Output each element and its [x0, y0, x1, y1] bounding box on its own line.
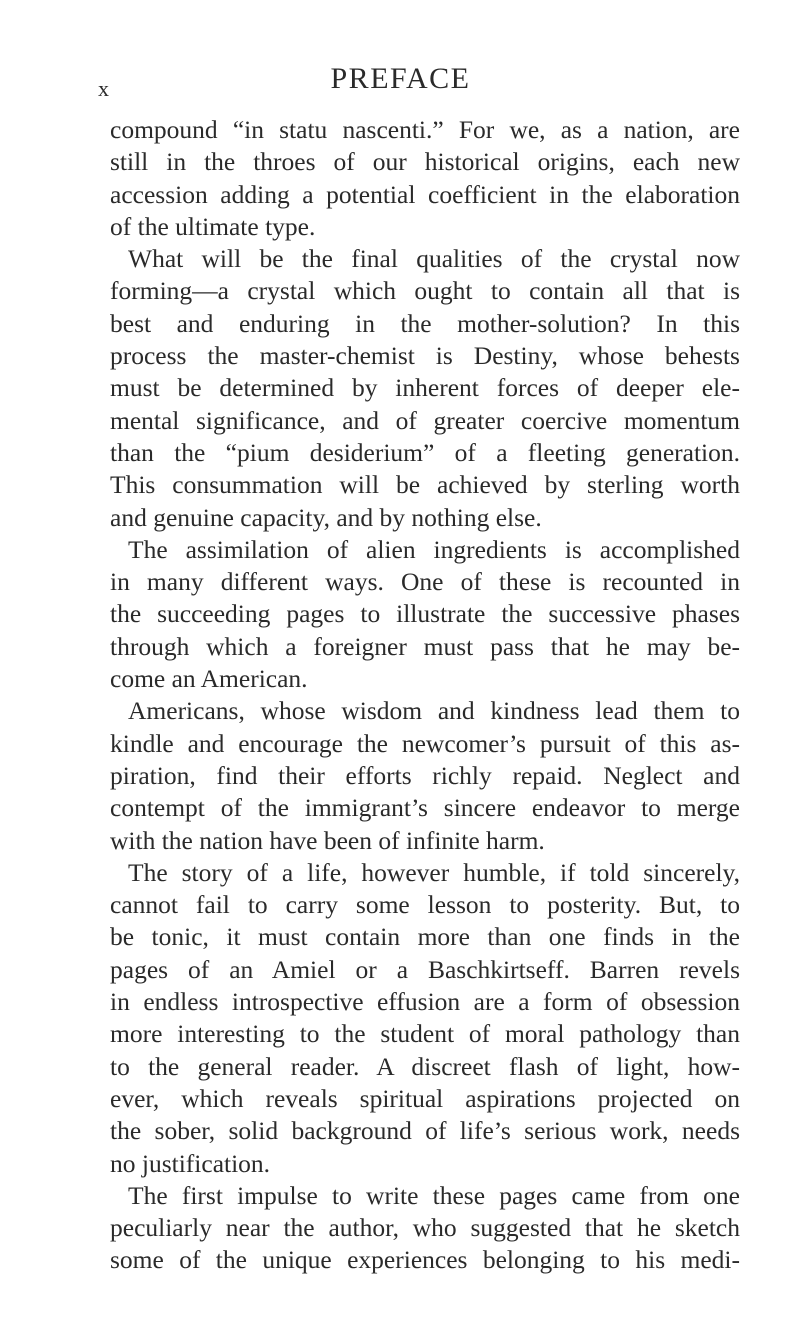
text-line: of the ultimate type.: [110, 211, 316, 241]
running-title: PREFACE: [330, 62, 471, 95]
text-line: still in the throes of our historical origins, each new: [110, 147, 740, 177]
body-text: [110, 114, 740, 1277]
text-line: The assimilation of alien ingredients is accomplished: [128, 534, 740, 564]
text-line: The first impulse to write these pages came from one: [128, 1180, 740, 1210]
text-line: must be determined by inherent forces of deeper ele-: [110, 373, 740, 403]
text-line: kindle and encourage the newcomer’s pursuit of this as-: [110, 728, 740, 758]
text-line: Americans, whose wisdom and kindness lead them to: [128, 696, 740, 726]
text-line: This consummation will be achieved by sterling worth: [110, 470, 740, 500]
text-line: some of the unique experiences belonging to his medi-: [110, 1245, 740, 1275]
text-line: contempt of the immigrant’s sincere endeavor to merge: [110, 793, 740, 823]
text-line: What will be the final qualities of the crystal now: [128, 244, 740, 274]
text-line: forming—a crystal which ought to contain all that is: [110, 276, 740, 306]
text-line: the succeeding pages to illustrate the successive phases: [110, 599, 740, 629]
text-line: compound “in statu nascenti.” For we, as a nation, are: [110, 115, 740, 144]
text-line: more interesting to the student of moral pathology than: [110, 1019, 740, 1049]
text-line: The story of a life, however humble, if told sincerely,: [128, 857, 740, 887]
text-line: come an American.: [110, 664, 308, 694]
text-line: than the “pium desiderium” of a fleeting generation.: [110, 437, 740, 467]
text-line: process the master-chemist is Destiny, whose behests: [110, 341, 740, 371]
text-line: in endless introspective effusion are a form of obsession: [110, 987, 740, 1017]
text-line: the sober, solid background of life’s serious work, needs: [110, 1116, 740, 1146]
text-line: no justification.: [110, 1148, 271, 1178]
text-line: pages of an Amiel or a Baschkirtseff. Barren revels: [110, 954, 740, 984]
running-head: [0, 62, 801, 102]
text-line: in many different ways. One of these is recounted in: [110, 567, 740, 597]
text-line: to the general reader. A discreet flash of light, how-: [110, 1051, 740, 1081]
text-line: be tonic, it must contain more than one finds in the: [110, 922, 740, 952]
text-line: cannot fail to carry some lesson to posterity. But, to: [110, 890, 740, 920]
text-line: through which a foreigner must pass that he may be-: [110, 631, 740, 661]
text-line: peculiarly near the author, who suggested that he sketch: [110, 1213, 740, 1243]
page-number: x: [98, 76, 110, 101]
text-line: piration, find their efforts richly repaid. Neglect and: [110, 760, 740, 790]
text-line: ever, which reveals spiritual aspirations projected on: [110, 1083, 740, 1113]
text-line: accession adding a potential coefficient in the elaboration: [110, 179, 740, 209]
text-line: with the nation have been of infinite harm.: [110, 825, 545, 855]
text-line: mental significance, and of greater coercive momentum: [110, 405, 740, 435]
text-line: and genuine capacity, and by nothing else.: [110, 502, 542, 532]
text-line: best and enduring in the mother-solution? In this: [110, 308, 740, 338]
